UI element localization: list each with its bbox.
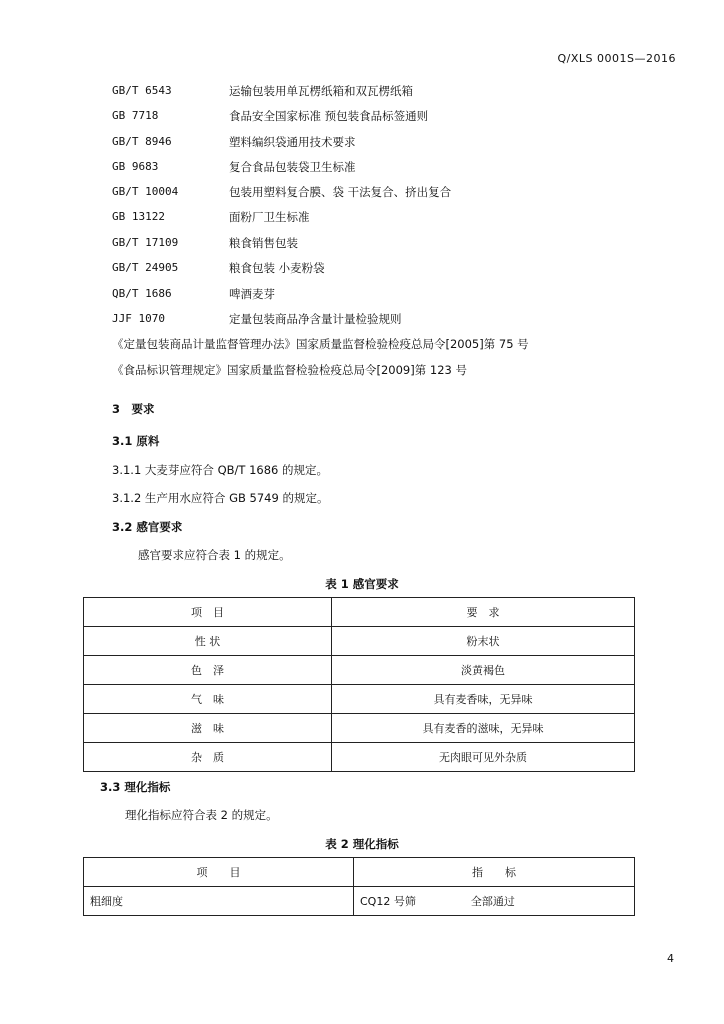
table-header-cell: 要 求 (332, 598, 635, 627)
reference-title: 复合食品包装袋卫生标准 (229, 160, 356, 174)
physicochemical-table (83, 857, 635, 916)
table-cell: 色 泽 (84, 656, 332, 685)
page-number: 4 (667, 952, 674, 965)
table-header-row (84, 858, 635, 887)
sensory-table (83, 597, 635, 772)
reference-code: GB/T 17109 (112, 236, 179, 249)
reference-title: 定量包装商品净含量计量检验规则 (229, 312, 402, 326)
reference-code: JJF 1070 (112, 312, 165, 325)
sieve-result: 全部通过 (470, 895, 515, 908)
clause-text: 3.1.2 生产用水应符合 GB 5749 的规定。 (112, 491, 329, 505)
table-row (84, 627, 635, 656)
body-text: 理化指标应符合表 2 的规定。 (125, 808, 278, 822)
table-cell: 气 味 (84, 685, 332, 714)
regulation-item: 《定量包装商品计量监督管理办法》国家质量监督检验检疫总局令[2005]第 75 号 (112, 337, 529, 351)
table-row (84, 743, 635, 772)
reference-code: GB/T 10004 (112, 185, 179, 198)
table-cell: 性 状 (84, 627, 332, 656)
reference-code: GB 13122 (112, 210, 165, 223)
reference-code: GB/T 8946 (112, 135, 172, 148)
table-cell: 滋 味 (84, 714, 332, 743)
clause-text: 3.1.1 大麦芽应符合 QB/T 1686 的规定。 (112, 463, 328, 477)
table-header-cell: 指 标 (354, 858, 635, 887)
reference-code: GB/T 24905 (112, 261, 179, 274)
regulation-item: 《食品标识管理规定》国家质量监督检验检疫总局令[2009]第 123 号 (112, 363, 467, 377)
sieve-spec: CQ12 号筛 (360, 895, 416, 908)
table-cell: 粉末状 (332, 627, 635, 656)
table-cell: 粗细度 (84, 887, 354, 916)
reference-code: GB 9683 (112, 160, 159, 173)
table-header-cell: 项 目 (84, 598, 332, 627)
document-id: Q/XLS 0001S—2016 (557, 52, 676, 65)
table-header-row (84, 598, 635, 627)
table-header-cell: 项 目 (84, 858, 354, 887)
table-cell: 无肉眼可见外杂质 (332, 743, 635, 772)
table-cell (354, 887, 635, 916)
reference-code: GB 7718 (112, 109, 159, 122)
section-heading: 3 要求 (112, 402, 155, 416)
subsection-heading: 3.2 感官要求 (112, 520, 183, 534)
subsection-heading: 3.1 原料 (112, 434, 160, 448)
table-row (84, 685, 635, 714)
reference-code: GB/T 6543 (112, 84, 172, 97)
table-cell: 具有麦香的滋味，无异味 (332, 714, 635, 743)
table-cell: 具有麦香味，无异味 (332, 685, 635, 714)
table-caption: 表 1 感官要求 (325, 577, 399, 591)
reference-title: 面粉厂卫生标准 (229, 210, 310, 224)
body-text: 感官要求应符合表 1 的规定。 (138, 548, 291, 562)
reference-title: 塑料编织袋通用技术要求 (229, 135, 356, 149)
reference-title: 粮食销售包装 (229, 236, 298, 250)
reference-title: 运输包装用单瓦楞纸箱和双瓦楞纸箱 (229, 84, 413, 98)
subsection-heading: 3.3 理化指标 (100, 780, 171, 794)
table-caption: 表 2 理化指标 (325, 837, 399, 851)
reference-title: 粮食包装 小麦粉袋 (229, 261, 325, 275)
table-cell: 杂 质 (84, 743, 332, 772)
table-row (84, 656, 635, 685)
table-row (84, 887, 635, 916)
reference-title: 啤酒麦芽 (229, 287, 275, 301)
table-cell: 淡黄褐色 (332, 656, 635, 685)
reference-title: 食品安全国家标准 预包装食品标签通则 (229, 109, 429, 123)
reference-title: 包装用塑料复合膜、袋 干法复合、挤出复合 (229, 185, 452, 199)
table-row (84, 714, 635, 743)
reference-code: QB/T 1686 (112, 287, 172, 300)
